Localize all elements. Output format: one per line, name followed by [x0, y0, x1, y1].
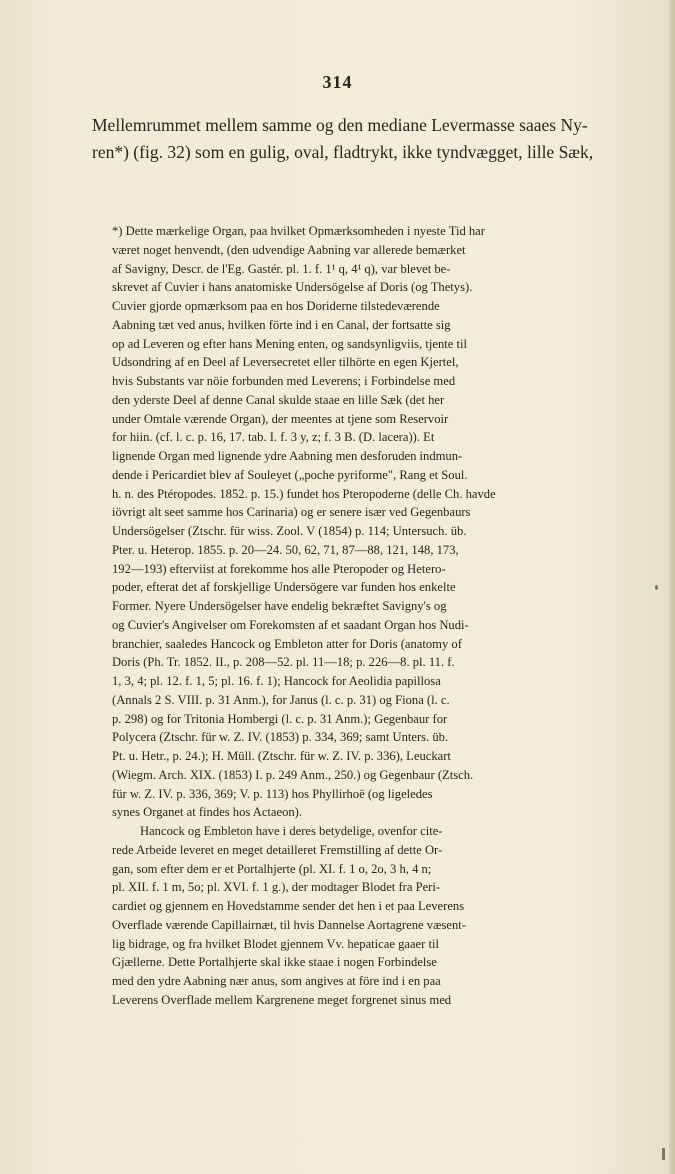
footnote-line: (Annals 2 S. VIII. p. 31 Anm.), for Janus (l. c. p. 31) og Fiona (l. c. [112, 692, 450, 707]
footnote-line: cardiet og gjennem en Hovedstamme sender det hen i et paa Leverens [112, 899, 465, 913]
footnote-line: lignende Organ med lignende ydre Aabning men desforuden indmun- [112, 449, 463, 463]
footnote-line: Undersögelser (Ztschr. für wiss. Zool. V (1854) p. 114; Untersuch. üb. [112, 524, 467, 538]
main-text-line: Mellemrummet mellem samme og den mediane Levermasse saaes Ny- [92, 115, 588, 135]
footnote-line: 192—193) efterviist at forekomme hos alle Pteropoder og Hetero- [112, 561, 446, 576]
footnote-line: med den ydre Aabning nær anus, som angives at före ind i en paa [112, 974, 441, 988]
page-edge [669, 0, 675, 1174]
footnote-line: Leverens Overflade mellem Kargrenene meget forgrenet sinus med [112, 992, 452, 1007]
footnote-line: Aabning tæt ved anus, hvilken förte ind i en Canal, der fortsatte sig [112, 317, 451, 332]
footnote-line: Pter. u. Heterop. 1855. p. 20—24. 50, 62, 71, 87—88, 121, 148, 173, [112, 542, 459, 557]
footnote-line: (Wiegm. Arch. XIX. (1853) I. p. 249 Anm., 250.) og Gegenbaur (Ztsch. [112, 767, 474, 782]
footnote-line: Gjællerne. Dette Portalhjerte skal ikke staae i nogen Forbindelse [112, 955, 437, 970]
footnote-line: Pt. u. Hetr., p. 24.); H. Müll. (Ztschr. für w. Z. IV. p. 336), Leuckart [112, 749, 451, 763]
footnote-line: poder, efterat det af forskjellige Undersögere var funden hos enkelte [112, 580, 456, 595]
main-text-line: ren*) (fig. 32) som en gulig, oval, fladtrykt, ikke tyndvægget, lille Sæk, [92, 142, 594, 162]
footnote-line: været noget henvendt, (den udvendige Aabning var allerede bemærket [112, 242, 466, 257]
footnote-line: lig bidrage, og fra hvilket Blodet gjennem Vv. hepaticae gaaer til [112, 936, 439, 951]
footnote-line: gan, som efter dem er et Portalhjerte (pl. XI. f. 1 o, 2o, 3 h, 4 n; [112, 861, 432, 876]
page-number: 314 [322, 72, 353, 92]
footnote-line: Overflade værende Capillairnæt, til hvis Dannelse Aortagrene væsent- [112, 917, 466, 932]
footnote-line: synes Organet at findes hos Actaeon). [112, 805, 303, 820]
footnote-line: og Cuvier's Angivelser om Forekomsten af et saadant Organ hos Nudi- [112, 617, 469, 632]
footnote-line: *) Dette mærkelige Organ, paa hvilket Opmærksomheden i nyeste Tid har [112, 224, 485, 238]
footnote-line: Udsondring af en Deel af Leversecretet eller tilhörte en egen Kjertel, [112, 355, 459, 370]
footnote-line: rede Arbeide leveret en meget detailleret Fremstilling af dette Or- [112, 842, 443, 857]
footnote-line: Former. Nyere Undersögelser have endelig bekræftet Savigny's og [112, 599, 447, 613]
footnote-line: af Savigny, Descr. de l'Eg. Gastér. pl. 1. f. 1¹ q, 4¹ q), var blevet be- [112, 261, 451, 276]
footnote-line: hvis Substants var nöie forbunden med Leverens; i Forbindelse med [112, 374, 456, 388]
paper-speck [662, 1148, 665, 1160]
footnote-line: skrevet af Cuvier i hans anatomiske Undersögelse af Doris (og Thetys). [112, 280, 473, 295]
paper-speck [655, 585, 658, 590]
footnote-line: p. 298) og for Tritonia Hombergi (l. c. p. 31 Anm.); Gegenbaur for [112, 711, 448, 726]
footnote [112, 222, 617, 1010]
footnote-line: dende i Pericardiet blev af Souleyet („poche pyriforme", Rang et Soul. [112, 467, 468, 482]
footnote-line: für w. Z. IV. p. 336, 369; V. p. 113) hos Phyllirhoë (og ligeledes [112, 786, 433, 801]
footnote-line: Hancock og Embleton have i deres betydelige, ovenfor cite- [140, 824, 443, 838]
footnote-line: iövrigt alt seet samme hos Carinaria) og er senere især ved Gegenbaurs [112, 505, 471, 520]
footnote-line: Polycera (Ztschr. für w. Z. IV. (1853) p. 334, 369; samt Unters. üb. [112, 730, 449, 745]
footnote-line: under Omtale værende Organ), der meentes at tjene som Reservoir [112, 411, 449, 426]
footnote-line: Cuvier gjorde opmærksom paa en hos Doriderne tilstedeværende [112, 299, 440, 313]
footnote-line: branchier, saaledes Hancock og Embleton atter for Doris (anatomy of [112, 636, 462, 651]
footnote-line: den yderste Deel af denne Canal skulde staae en lille Sæk (det her [112, 392, 445, 407]
footnote-line: Doris (Ph. Tr. 1852. II., p. 208—52. pl. 11—18; p. 226—8. pl. 11. f. [112, 655, 455, 670]
footnote-line: h. n. des Ptéropodes. 1852. p. 15.) fundet hos Pteropoderne (delle Ch. havde [112, 486, 496, 501]
main-paragraph [92, 112, 612, 166]
footnote-line: for hiin. (cf. l. c. p. 16, 17. tab. I. f. 3 y, z; f. 3 B. (D. lacera)). Et [112, 430, 435, 445]
footnote-line: pl. XII. f. 1 m, 5o; pl. XVI. f. 1 g.), der modtager Blodet fra Peri- [112, 880, 441, 895]
footnote-line: op ad Leveren og efter hans Mening enten, og sandsynligviis, tjente til [112, 336, 467, 351]
footnote-line: 1, 3, 4; pl. 12. f. 1, 5; pl. 16. f. 1); Hancock for Aeolidia papillosa [112, 674, 441, 688]
